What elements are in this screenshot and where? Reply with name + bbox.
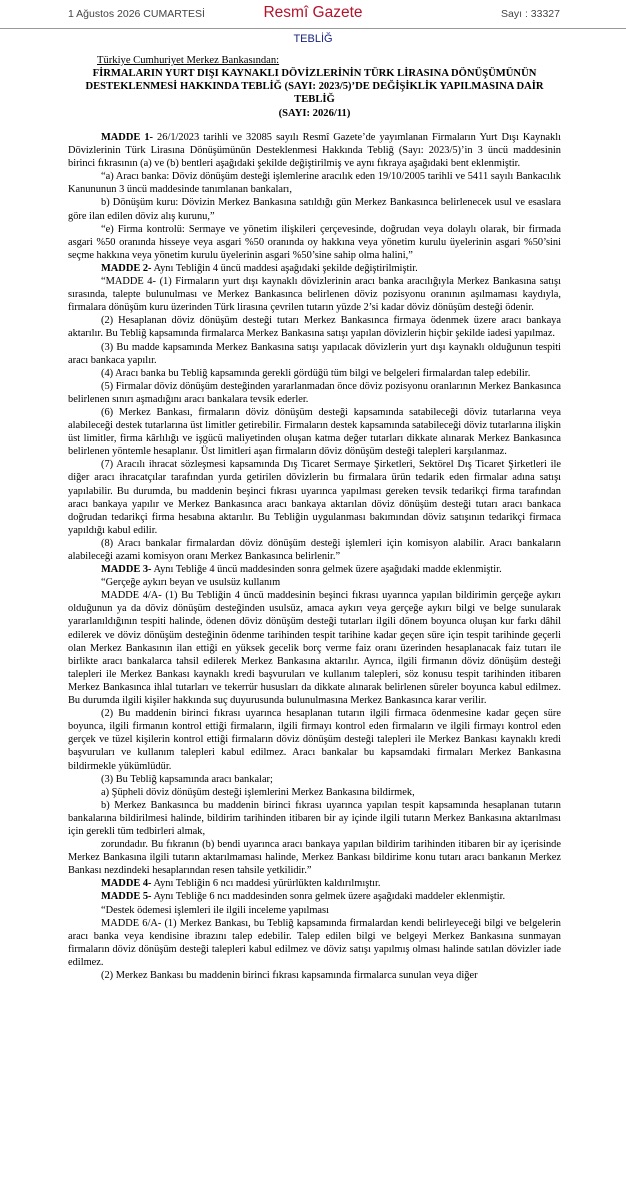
- paragraph-text: b) Merkez Bankasınca bu maddenin birinci fıkrası uyarınca yapılan tespit kapsamında hesaplanan tutarın bankalarına bildirilmesi halinde, bildirim tarihinden itibaren bir ay içinde ilgili tutarın Merkez Bankasına aktarılması için gerekli tüm tedbirleri almak,: [68, 799, 561, 837]
- article-label: MADDE 1-: [101, 132, 153, 143]
- paragraph: [68, 786, 561, 799]
- paragraph: [68, 275, 561, 314]
- paragraph: [68, 537, 561, 563]
- paragraph: [68, 380, 561, 406]
- issue-number: Sayı : 33327: [501, 8, 560, 20]
- paragraph-text: (5) Firmalar döviz dönüşüm desteğinden yararlanmadan önce döviz pozisyonu oranlarının Merkez Bankasınca belirlenen sınırı aşmadığını aracı bankalara tevsik ederler.: [68, 380, 561, 405]
- paragraph: [68, 458, 561, 537]
- paragraph: [68, 799, 561, 838]
- paragraph-text: MADDE 4/A- (1) Bu Tebliğin 4 üncü maddesinin beşinci fıkrası uyarınca yapılan bildirimin gerçeğe aykırı olduğunun ya da döviz dönüşüm desteğinden usulsüz, amaca aykırı veya gerçeğe aykırı bilgi ve belge sunularak yararlanıldığının tespiti halinde, ödenen döviz dönüşüm desteği tutarları ilgili dönem boyunca oluşan kur farkı dâhil edilerek ve döviz dönüşüm desteğinin ödenme tarihinden tespit tarihine kadar geçen süre için tespit tarihinde geçerli olan Merkez Bankasının ilan ettiği en yüksek gecelik borç verme faiz oranı üzerinden hesaplanacak faiz tutarı ile birlikte aracı bankalarca tahsil edilerek Merkez Bankasına aktarılır. Ayrıca, ilgili firmanın döviz dönüşüm desteği talepleri ile Merkez Bankası kaynaklı kredi başvuruları ve kullanım talepleri, söz konusu tespit tarihinden itibaren Merkez Bankasınca ihlal tutarları ve tekerrür hususları da dikkate alınarak belirlenen süreler boyunca kabul edilmez. Bu durumda ilgili kişiler hakkında suç duyurusunda bulunulmasına Merkez Bankasınca karar verilir.: [68, 590, 561, 707]
- document-type: TEBLİĞ: [293, 33, 333, 45]
- paragraph-text: “e) Firma kontrolü: Sermaye ve yönetim ilişkileri çerçevesinde, doğrudan veya dolaylı olarak, bir firmada asgari %50 oranında hisseye veya asgari %50 oranında oy hakkına veya yönetim kurulu üyelerinin asgari %50’sini seçme hakkına veya yönetim kurulu üyelerinin asgari %50’sine sahip olma halini,”: [68, 223, 561, 261]
- paragraph-text: 26/1/2023 tarihli ve 32085 sayılı Resmî Gazete’de yayımlanan Firmaların Yurt Dışı Kaynaklı Dövizlerinin Türk Lirasına Dönüşümünün Desteklenmesi Hakkında Tebliğ (Sayı: 2023/5)’in 3 üncü maddesinin birinci fıkrasının (a) ve (b) bentleri aşağıdaki şekilde değiştirilmiş ve aynı fıkraya aşağıdaki bent eklenmiştir.: [68, 132, 561, 170]
- article-paragraph: [68, 877, 561, 890]
- paragraph: [68, 341, 561, 367]
- paragraph-text: (2) Merkez Bankası bu maddenin birinci fıkrası kapsamında firmalarca sunulan veya diğer: [101, 970, 478, 981]
- document-body: [68, 131, 561, 982]
- paragraph-text: Aynı Tebliğin 4 üncü maddesi aşağıdaki şekilde değiştirilmiştir.: [151, 262, 418, 274]
- paragraph: [68, 314, 561, 340]
- paragraph-text: (8) Aracı bankalar firmalardan döviz dönüşüm desteği işlemleri için komisyon alabilir. Aracı bankaların alabileceği azami komisyon oranı Merkez Bankasınca belirlenir.”: [68, 537, 561, 562]
- paragraph-text: Aynı Tebliğe 6 ncı maddesinden sonra gelmek üzere aşağıdaki maddeler eklenmiştir.: [151, 891, 506, 903]
- issue-date: 1 Ağustos 2026 CUMARTESİ: [68, 8, 205, 20]
- paragraph-text: “Destek ödemesi işlemleri ile ilgili inceleme yapılması: [101, 904, 329, 916]
- article-label: MADDE 5-: [101, 891, 152, 903]
- paragraph: [68, 367, 561, 380]
- issuing-institution: Türkiye Cumhuriyet Merkez Bankasından:: [97, 55, 280, 66]
- article-paragraph: [68, 262, 561, 275]
- document-number: (SAYI: 2026/11): [278, 108, 351, 119]
- document-heading: [68, 67, 561, 120]
- paragraph: [68, 969, 561, 982]
- document-title: FİRMALARIN YURT DIŞI KAYNAKLI DÖVİZLERİNİN TÜRK LİRASINA DÖNÜŞÜMÜNÜN DESTEKLENMESİ HAKKINDA TEBLİĞ (SAYI: 2023/5)’DE DEĞİŞİKLİK YAPILMASINA DAİR TEBLİĞ: [85, 68, 544, 105]
- paragraph-text: (6) Merkez Bankası, firmaların döviz dönüşüm desteği kapsamında satabileceği döviz tutarlarına veya alabileceği destek tutarlarına üst limitler getirebilir. Firmaların destek kapsamında satabileceği döviz tutarlarına ilişkin üst limitler, firma kârlılığı ve işgücü maliyetinden oluşan katma değer tutarları dikkate alınarak Merkez Bankasınca belirlenen yöntemle hesaplanır. Üst limitleri aşan firmaların döviz dönüşüm desteği talepleri karşılanmaz.: [68, 406, 561, 458]
- paragraph-text: a) Şüpheli döviz dönüşüm desteği işlemlerini Merkez Bankasına bildirmek,: [101, 786, 415, 798]
- document-content: [68, 54, 561, 982]
- paragraph-text: (4) Aracı banka bu Tebliğ kapsamında gerekli gördüğü tüm bilgi ve belgeleri firmalardan talep edebilir.: [101, 367, 531, 379]
- article-label: MADDE 4-: [101, 878, 152, 890]
- paragraph: [68, 576, 561, 589]
- paragraph: [68, 707, 561, 772]
- article-label: MADDE 3-: [101, 564, 152, 576]
- paragraph: [68, 589, 561, 707]
- paragraph-text: “a) Aracı banka: Döviz dönüşüm desteği işlemlerine aracılık eden 19/10/2005 tarihli ve 5411 sayılı Bankacılık Kanununun 3 üncü maddesinde tanımlanan bankaları,: [68, 171, 561, 196]
- paragraph: [68, 773, 561, 786]
- paragraph: [68, 196, 561, 222]
- paragraph-text: (2) Bu maddenin birinci fıkrası uyarınca hesaplanan tutarın ilgili firmaca ödenmesine kadar geçen süre boyunca, ilgili firmanın kontrol ettiği firmaların, ilgili firmayı kontrol eden firmaların ve ilgili firmayı kontrol eden gerçek ve tüzel kişilerin kontrol ettiği firmaların döviz dönüşüm desteği talepleri ile Merkez Bankası kaynaklı kredi başvuruları ve kullanım talepleri kabul edilmez. Aracı bankalar bu kapsamdaki firmaları Merkez Bankasına bildirmekle yükümlüdür.: [68, 708, 561, 772]
- paragraph-text: zorundadır. Bu fıkranın (b) bendi uyarınca aracı bankaya yapılan bildirim tarihinden itibaren bir ay içerisinde Merkez Bankasına ilgili tutarın aktarılmaması halinde, Merkez Bankası bildirime konu tutarı aracı bankanın Merkez Bankası nezdindeki hesaplarından resen tahsile yetkilidir.”: [68, 839, 561, 877]
- paragraph: [68, 917, 561, 969]
- article-label: MADDE 2-: [101, 262, 152, 274]
- paragraph: [68, 904, 561, 917]
- paragraph-text: “MADDE 4- (1) Firmaların yurt dışı kaynaklı dövizlerinin aracı banka aracılığıyla Merkez Bankasına satışı sırasında, talepte bulunulması ve Merkez Bankasınca belirlenen döviz pozisyonu oranının aşılmaması kaydıyla, firmalara dönüşüm kuru üzerinden Türk lirasına çevrilen tutarın yüzde 2’si kadar döviz dönüşüm desteği ödenir.: [68, 276, 561, 314]
- paragraph: [68, 838, 561, 877]
- paragraph-text: (3) Bu madde kapsamında Merkez Bankasına satışı yapılacak dövizlerin yurt dışı kaynaklı olduğunun tespiti aracı bankaca yapılır.: [68, 341, 561, 366]
- gazette-title: Resmî Gazete: [263, 4, 363, 21]
- paragraph-text: Aynı Tebliğin 6 ncı maddesi yürürlükten kaldırılmıştır.: [151, 878, 381, 890]
- paragraph: [68, 406, 561, 458]
- paragraph-text: “Gerçeğe aykırı beyan ve usulsüz kullanım: [101, 577, 281, 589]
- paragraph-text: (3) Bu Tebliğ kapsamında aracı bankalar;: [101, 773, 273, 785]
- paragraph-text: MADDE 6/A- (1) Merkez Bankası, bu Tebliğ kapsamında firmalardan kendi belirleyeceği bilgi ve belgelerin aracı banka veya kendisine ibrazını talep edebilir. Talep edilen bilgi ve belgeyi Merkez Bankasına sunmayan firmaların döviz dönüşüm desteği talepleri kabul edilmez ve döviz satışı yapılmış olması halinde satılan dövizler iade edilmez.: [68, 917, 561, 968]
- paragraph-text: b) Dönüşüm kuru: Dövizin Merkez Bankasına satıldığı gün Merkez Bankasınca belirlenecek usul ve esaslara göre ilan edilen döviz alış kurunu,”: [68, 197, 561, 222]
- paragraph-text: Aynı Tebliğe 4 üncü maddesinden sonra gelmek üzere aşağıdaki madde eklenmiştir.: [151, 564, 502, 576]
- gazette-header: [0, 0, 626, 29]
- paragraph-text: (2) Hesaplanan döviz dönüşüm desteği tutarı Merkez Bankasınca firmaya ödenmek üzere aracı bankaya aktarılır. Bu Tebliğ kapsamında firmalarca Merkez Bankasına satışı yapılan dövizlerin hiçbir şekilde iadesi yapılmaz.: [68, 315, 561, 340]
- article-paragraph: [68, 563, 561, 576]
- article-paragraph: [68, 890, 561, 903]
- paragraph: [68, 223, 561, 262]
- article-paragraph: [68, 131, 561, 170]
- paragraph-text: (7) Aracılı ihracat sözleşmesi kapsamında Dış Ticaret Sermaye Şirketleri, Sektörel Dış Ticaret Şirketleri ile diğer aracı ihracatçılar tarafından yurda getirilen dövizlerin bu firmalara ürün tedarik eden firmalar adına satışı yapılabilir. Bu durumda, bu maddenin beşinci fıkrası uyarınca yapılması gereken tevsik tedarikçi firma tarafından aracı bankaya yapılır ve Merkez Bankasınca aracı bankaya aktarılan döviz dönüşüm desteği tutarı aracı bankaca doğrudan tedarikçi firma hesabına aktarılır. Bu Tebliğin uygulanması bakımından döviz satışının tedarikçi firmaca yapıldığı kabul edilir.: [68, 459, 561, 536]
- paragraph: [68, 170, 561, 196]
